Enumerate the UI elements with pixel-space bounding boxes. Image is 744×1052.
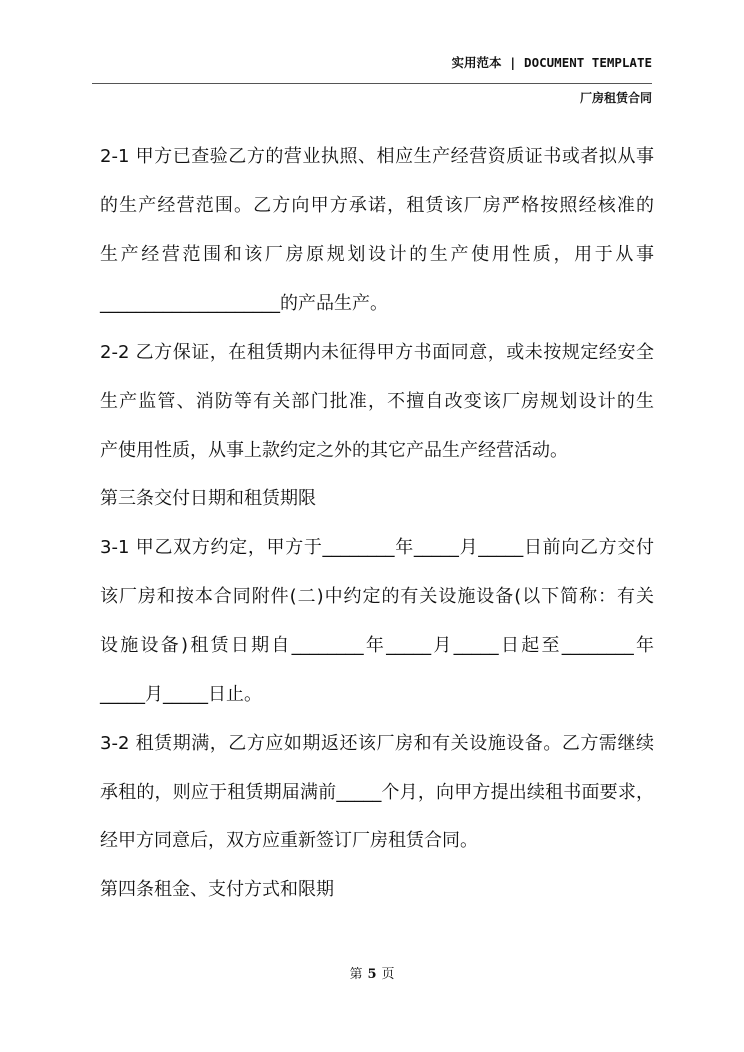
body-line: 设施设备)租赁日期自________年_____月_____日起至________年 [100, 635, 654, 656]
body-line: 生产经营范围和该厂房原规划设计的生产使用性质，用于从事 [100, 244, 654, 265]
body-line: 生产监管、消防等有关部门批准，不擅自改变该厂房规划设计的生 [100, 391, 654, 412]
body-line: _____月_____日止。 [100, 684, 262, 705]
body-line: 3-1 甲乙双方约定，甲方于________年_____月_____日前向乙方交付 [100, 537, 654, 558]
body-line: 2-2 乙方保证，在租赁期内未征得甲方书面同意，或未按规定经安全 [100, 342, 654, 363]
page-footer [0, 963, 744, 982]
section-heading: 第四条租金、支付方式和限期 [100, 879, 334, 900]
body-line: 承租的，则应于租赁期届满前_____个月，向甲方提出续租书面要求， [100, 782, 654, 803]
body-line: 的生产经营范围。乙方向甲方承诺，租赁该厂房严格按照经核准的 [100, 195, 654, 216]
page-number: 5 [367, 967, 377, 982]
footer-prefix: 第 [349, 967, 363, 982]
body-line: 经甲方同意后，双方应重新签订厂房租赁合同。 [100, 830, 478, 851]
footer-suffix: 页 [381, 967, 395, 982]
header-divider [92, 83, 652, 84]
section-heading: 第三条交付日期和租赁期限 [100, 488, 316, 509]
body-line: 该厂房和按本合同附件(二)中约定的有关设施设备(以下简称：有关 [100, 586, 654, 607]
header-document-title: 厂房租赁合同 [579, 91, 652, 105]
body-line: 2-1 甲方已查验乙方的营业执照、相应生产经营资质证书或者拟从事 [100, 146, 654, 167]
body-line: ____________________的产品生产。 [100, 293, 388, 314]
header-template-label: 实用范本 | DOCUMENT TEMPLATE [451, 55, 652, 70]
body-line: 3-2 租赁期满，乙方应如期返还该厂房和有关设施设备。乙方需继续 [100, 733, 654, 754]
body-line: 产使用性质，从事上款约定之外的其它产品生产经营活动。 [100, 440, 568, 461]
